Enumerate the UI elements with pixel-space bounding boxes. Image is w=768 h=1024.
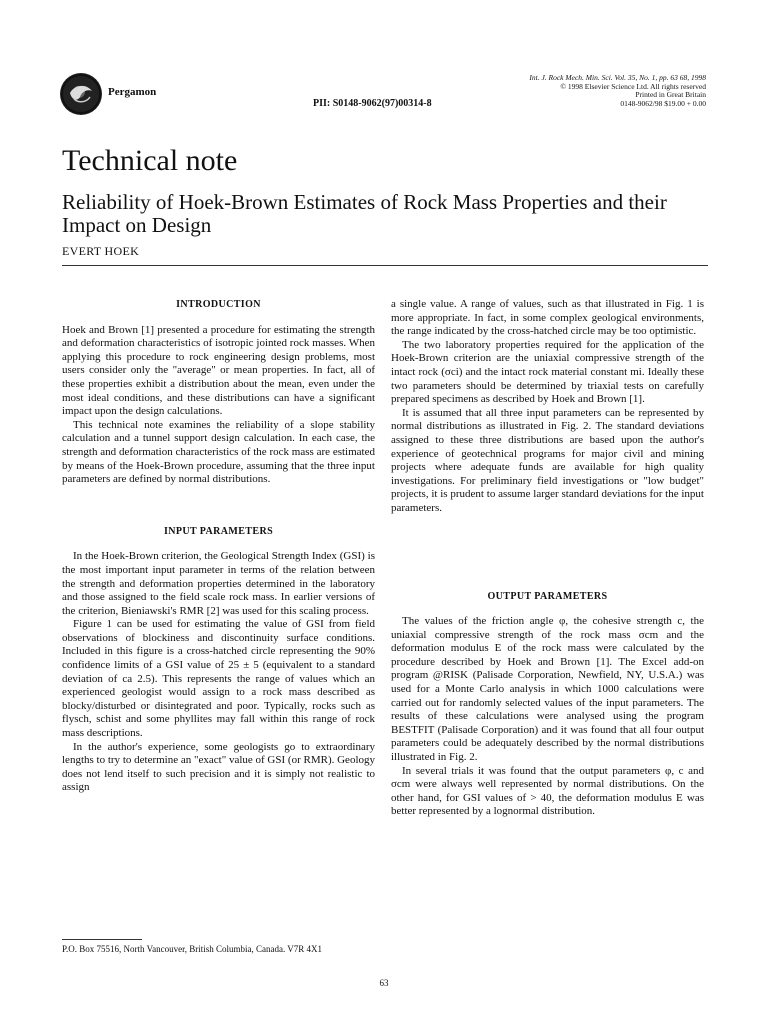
paragraph: In the Hoek-Brown criterion, the Geological Strength Index (GSI) is the most important input parameter in terms of the relation between the strength and deformation properties determined in the laboratory and those assigned to the field scale rock mass. In earlier versions of the criterion, Bieniawski's RMR [2] was used for this scaling process. [62,550,375,617]
left-column [62,298,375,795]
author-address-footnote: P.O. Box 75516, North Vancouver, British Columbia, Canada. V7R 4X1 [62,944,323,954]
input-parameters-heading: INPUT PARAMETERS [163,525,274,537]
paragraph: This technical note examines the reliability of a slope stability calculation and a tunnel support design calculation. In each case, the strength and deformation characteristics of the rock mass are estimated by means of the Hoek-Brown procedure, assuming that the three input parameters are defined by normal distributions. [62,418,375,486]
journal-line: 0148-9062/98 $19.00 + 0.00 [620,98,706,108]
page-number: 63 [379,978,389,988]
section-label: Technical note [62,144,238,177]
paragraph: The values of the friction angle φ, the cohesive strength c, the uniaxial compressive strength of the rock mass σcm and the deformation modulus E of the rock mass were calculated by the procedure described by Hoek and Brown [1]. The Excel add-on program @RISK (Palisade Corporation, Newfield, NY, U.S.A.) was used for a Monte Carlo analysis in which 1000 calculations were carried out for randomly selected values of the input parameters. The results of these calculations were analysed using the program BESTFIT (Palisade Corporation) and it was found that all four output parameters could be adequately described by the normal distributions illustrated in Fig. 2. [391,615,704,764]
journal-line: © 1998 Elsevier Science Ltd. All rights reserved [560,81,706,91]
paragraph: The two laboratory properties required for the application of the Hoek-Brown criterion are the uniaxial compressive strength of the intact rock (σci) and the intact rock material constant mi. Ideally these two parameters should be determined by triaxial tests on carefully prepared specimens as described by Hoek and Brown [1]. [391,338,704,406]
article-title: Reliability of Hoek-Brown Estimates of Rock Mass Properties and their Impact on Design [62,190,667,237]
journal-line: Printed in Great Britain [635,90,706,100]
pii-code: PII: S0148-9062(97)00314-8 [313,98,432,109]
paragraph: Figure 1 can be used for estimating the value of GSI from field observations of blockiness and discontinuity surface conditions. Included in this figure is a cross-hatched circle representing the 90% confidence limits of a GSI value of 25 ± 5 (equivalent to a standard deviation of ca 2.5). This represents the range of values which an experienced geologist would assign to a rock mass described as blocky/disturbed or disintegrated and poor. Typically, rocks such as flysch, schist and some phyllites may fall within this range of rock mass descriptions. [62,618,375,740]
article-author: EVERT HOEK [62,244,140,258]
right-column [391,298,704,819]
paragraph: In several trials it was found that the output parameters φ, c and σcm were always well represented by normal distributions. On the other hand, for GSI values of > 40, the deformation modulus E was better represented by a lognormal distribution. [391,764,704,818]
header-rule [62,265,708,266]
paragraph: a single value. A range of values, such as that illustrated in Fig. 1 is more appropriate. In fact, in some complex geological environments, the range indicated by the cross-hatched circle may be too optimistic. [391,298,704,338]
paragraph: Hoek and Brown [1] presented a procedure for estimating the strength and deformation characteristics of isotropic jointed rock masses. When applying this procedure to rock engineering design problems, most users consider only the "average" or mean properties. In fact, all of these properties exhibit a distribution about the mean, even under the most ideal conditions, and these distributions can have a significant impact upon the design calculations. [62,323,375,418]
journal-line: Int. J. Rock Mech. Min. Sci. Vol. 35, No. 1, pp. 63 68, 1998 [529,73,706,82]
paragraph: In the author's experience, some geologists go to extraordinary lengths to try to determine an "exact" value of GSI (or RMR). Geology does not lend itself to such precision and it is simply not realistic to assign [62,740,375,794]
footnote-rule [62,939,142,940]
pergamon-logo [60,73,102,115]
introduction-heading: INTRODUCTION [176,299,261,310]
output-parameters-heading: OUTPUT PARAMETERS [487,590,608,602]
journal-citation [529,74,706,108]
publisher-name: Pergamon [108,86,157,98]
paragraph: It is assumed that all three input parameters can be represented by normal distributions as illustrated in Fig. 2. The standard deviations assigned to these three distributions are based upon the author's experience of geotechnical programs for major civil and mining projects where adequate funds are available for high quality investigations. For preliminary field investigations or "low budget" projects, it is prudent to assume larger standard deviations for the input parameters. [391,406,704,514]
